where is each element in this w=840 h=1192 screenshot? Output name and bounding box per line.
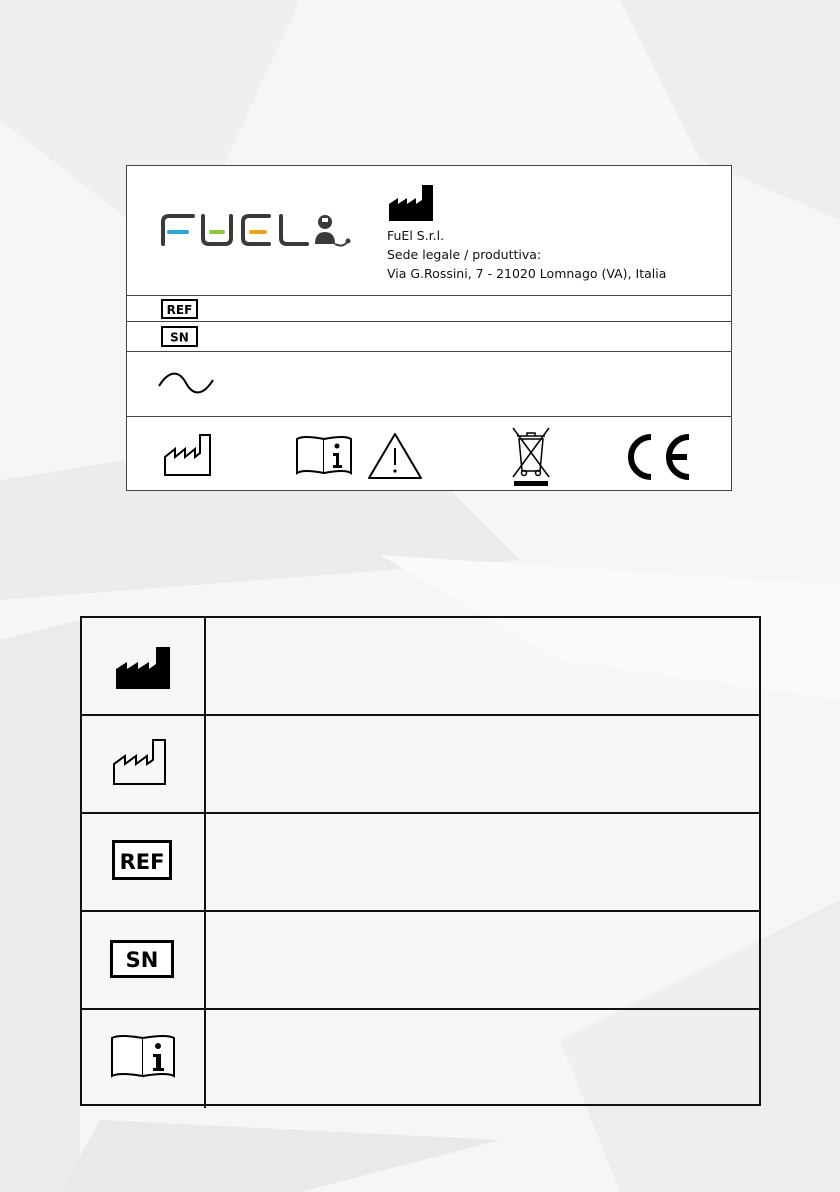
sn-icon bbox=[161, 326, 198, 347]
sn-icon bbox=[110, 940, 174, 978]
svg-text:SN: SN bbox=[170, 330, 189, 345]
label-sn-row bbox=[127, 322, 731, 352]
fuel-logo bbox=[159, 208, 354, 254]
symbol-cell bbox=[82, 912, 206, 1008]
table-row bbox=[82, 912, 759, 1010]
table-row bbox=[82, 1010, 759, 1108]
date-of-manufacture-icon bbox=[112, 738, 168, 786]
svg-text:SN: SN bbox=[125, 948, 159, 972]
label-ref-row bbox=[127, 296, 731, 322]
warning-icon bbox=[367, 431, 423, 481]
ref-icon bbox=[161, 299, 198, 319]
table-row bbox=[82, 618, 759, 716]
device-label bbox=[126, 165, 732, 491]
date-of-manufacture-icon bbox=[163, 433, 213, 477]
manufacturer-name: FuEl S.r.l. bbox=[387, 228, 445, 243]
manufacturer-address: Via G.Rossini, 7 - 21020 Lomnago (VA), Italia bbox=[387, 266, 667, 281]
instructions-for-use-icon bbox=[295, 433, 353, 477]
symbol-cell bbox=[82, 618, 206, 714]
instructions-for-use-icon bbox=[110, 1032, 176, 1080]
alternating-current-icon bbox=[157, 372, 215, 394]
symbol-cell bbox=[82, 716, 206, 812]
symbol-cell bbox=[82, 814, 206, 910]
ce-mark-icon bbox=[619, 431, 693, 483]
table-row bbox=[82, 814, 759, 912]
manufacturer-site-label: Sede legale / produttiva: bbox=[387, 247, 542, 262]
description-cell bbox=[206, 716, 759, 812]
manufacturer-icon bbox=[388, 184, 434, 222]
weee-bin-icon bbox=[510, 425, 552, 487]
table-row bbox=[82, 716, 759, 814]
ref-icon bbox=[112, 840, 172, 880]
manufacturer-icon bbox=[115, 646, 171, 690]
manufacturer-details bbox=[387, 226, 666, 283]
symbol-cell bbox=[82, 1010, 206, 1108]
label-symbols-row bbox=[127, 417, 731, 491]
symbol-legend-table bbox=[80, 616, 761, 1106]
description-cell bbox=[206, 1010, 759, 1108]
label-power-row bbox=[127, 352, 731, 417]
description-cell bbox=[206, 814, 759, 910]
svg-text:REF: REF bbox=[166, 303, 193, 317]
description-cell bbox=[206, 912, 759, 1008]
label-header-row bbox=[127, 166, 731, 296]
description-cell bbox=[206, 618, 759, 714]
svg-text:REF: REF bbox=[119, 850, 165, 874]
